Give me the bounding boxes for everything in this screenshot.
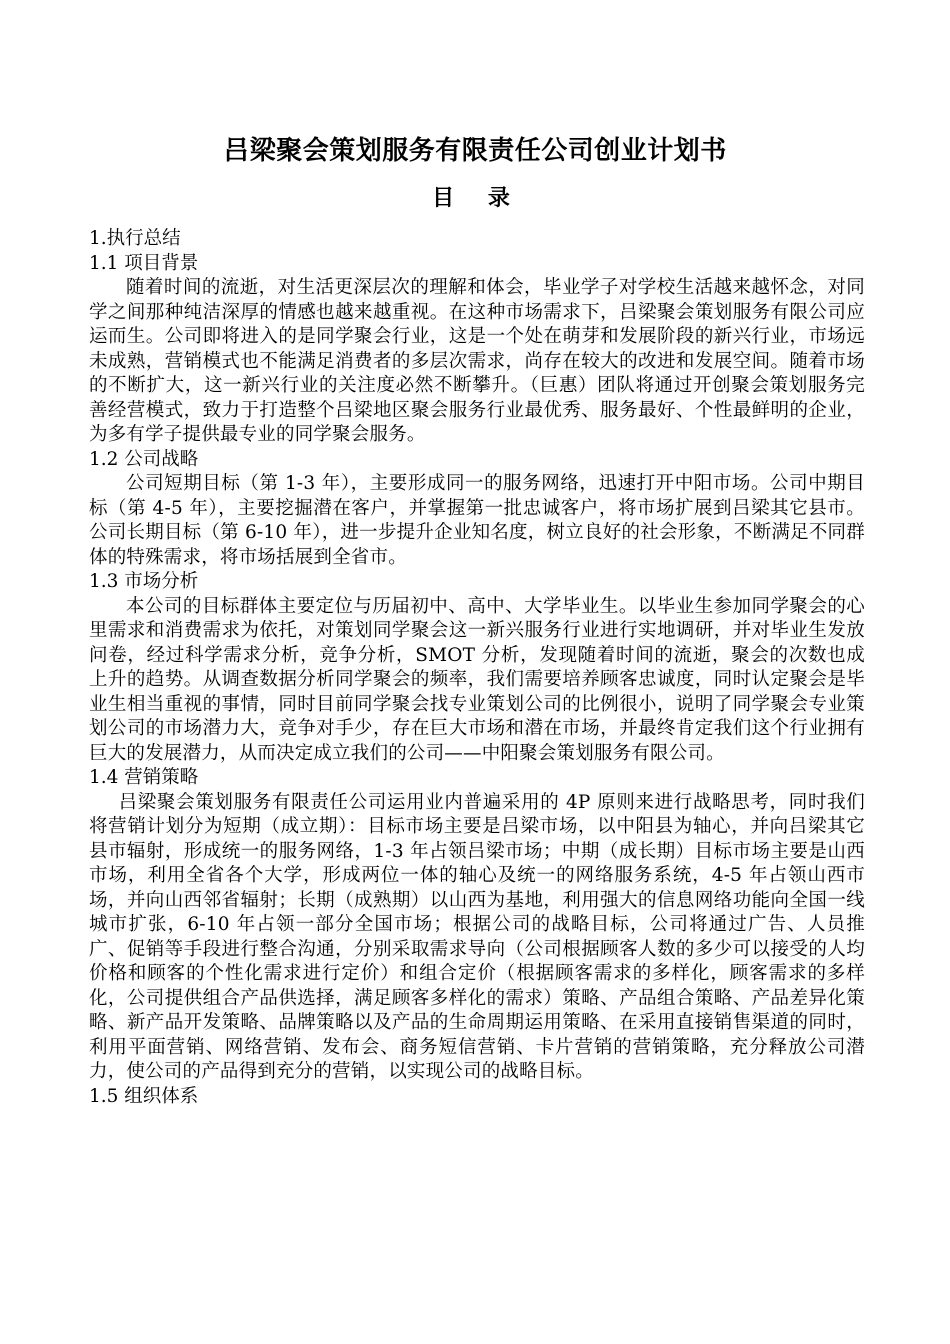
section-heading-organization: 1.5 组织体系 [89, 1085, 199, 1107]
section-heading-company-strategy: 1.2 公司战略 [89, 448, 199, 470]
section-heading-executive-summary: 1.执行总结 [89, 228, 181, 249]
section-heading-marketing-strategy: 1.4 营销策略 [89, 767, 199, 788]
section-heading-market-analysis: 1.3 市场分析 [89, 571, 199, 592]
document-body [89, 227, 865, 1109]
paragraph-project-background: 随着时间的流逝，对生活更深层次的理解和体会，毕业学子对学校生活越来越怀念，对同学之间那种纯洁深厚的情感也越来越重视。在这种市场需求下，吕梁聚会策划服务有限公司应运而生。公司即将进入的是同学聚会行业，这是一个处在萌芽和发展阶段的新兴行业，市场远未成熟，营销模式也不能满足消费者的多层次需求，尚存在较大的改进和发展空间。随着市场的不断扩大，这一新兴行业的关注度必然不断攀升。（巨惠）团队将通过开创聚会策划服务完善经营模式，致力于打造整个吕梁地区聚会服务行业最优秀、服务最好、个性最鲜明的企业，为多有学子提供最专业的同学聚会服务。 [89, 277, 865, 445]
paragraph-market-analysis: 本公司的目标群体主要定位与历届初中、高中、大学毕业生。以毕业生参加同学聚会的心里需求和消费需求为依托，对策划同学聚会这一新兴服务行业进行实地调研，并对毕业生发放问卷，经过科学需求分析，竞争分析，SMOT 分析，发现随着时间的流逝，聚会的次数也成上升的趋势。从调查数据分析同学聚会的频率，我们需要培养顾客忠诚度，同时认定聚会是毕业生相当重视的事情，同时目前同学聚会找专业策划公司的比例很小，说明了同学聚会专业策划公司的市场潜力大，竞争对手少，存在巨大市场和潜在市场，并最终肯定我们这个行业拥有巨大的发展潜力，从而决定成立我们的公司——中阳聚会策划服务有限公司。 [89, 595, 865, 764]
document-title: 吕梁聚会策划服务有限责任公司创业计划书 [223, 136, 727, 166]
section-heading-project-background: 1.1 项目背景 [89, 252, 199, 274]
toc-title: 目 录 [432, 185, 518, 211]
paragraph-marketing-strategy: 吕梁聚会策划服务有限责任公司运用业内普遍采用的 4P 原则来进行战略思考，同时我们将营销计划分为短期（成立期）：目标市场主要是吕梁市场，以中阳县为轴心，并向吕梁其它县市辐射，形成统一的服务网络，1-3 年占领吕梁市场；中期（成长期）目标市场主要是山西市场，利用全省各个大学，形成两位一体的轴心及统一的网络服务系统，4-5 年占领山西市场，并向山西邻省辐射；长期（成熟期）以山西为基地，利用强大的信息网络功能向全国一线城市扩张，6-10 年占领一部分全国市场；根据公司的战略目标，公司将通过广告、人员推广、促销等手段进行整合沟通，分别采取需求导向（公司根据顾客人数的多少可以接受的人均价格和顾客的个性化需求进行定价）和组合定价（根据顾客需求的多样化，顾客需求的多样化，公司提供组合产品供选择，满足顾客多样化的需求）策略、产品组合策略、产品差异化策略、新产品开发策略、品牌策略以及产品的生命周期运用策略、在采用直接销售渠道的同时，利用平面营销、网络营销、发布会、商务短信营销、卡片营销的营销策略，充分释放公司潜力，使公司的产品得到充分的营销，以实现公司的战略目标。 [89, 791, 865, 1082]
paragraph-company-strategy: 公司短期目标（第 1-3 年），主要形成同一的服务网络，迅速打开中阳市场。公司中期目标（第 4-5 年），主要挖掘潜在客户，并掌握第一批忠诚客户，将市场扩展到吕梁其它县市。公司长期目标（第 6-10 年），进一步提升企业知名度，树立良好的社会形象，不断满足不同群体的特殊需求，将市场括展到全省市。 [89, 473, 865, 568]
